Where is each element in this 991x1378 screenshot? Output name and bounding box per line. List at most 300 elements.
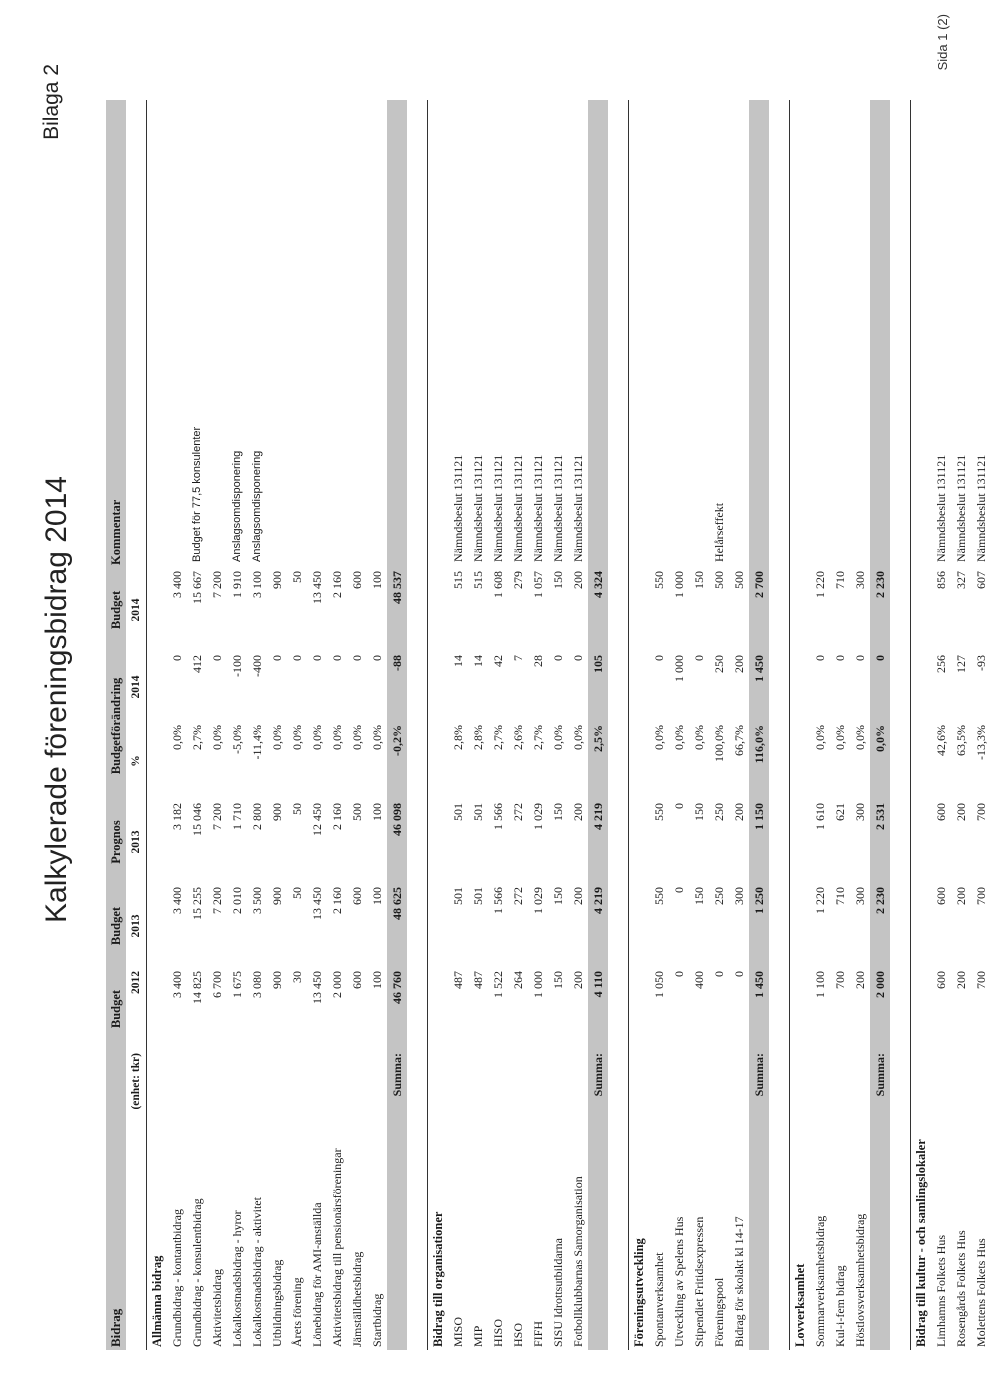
table-row (327, 100, 347, 1350)
table-row (488, 100, 508, 1350)
cell-b2013: 150 (550, 887, 565, 905)
sum-b2014: 2 700 (749, 568, 769, 652)
cell-b2014: 150 (691, 570, 706, 589)
sum-chg: -88 (387, 652, 407, 722)
row-label: Aktivitetsbidrag till pensionärsföreningar (329, 1148, 344, 1347)
cell-p2013: 1 610 (812, 803, 827, 830)
cell-b2014: 1 220 (812, 570, 827, 598)
row-comment (830, 100, 850, 568)
cell-pct: 0,0% (651, 725, 666, 750)
cell-pct: 0,0% (570, 725, 585, 750)
row-comment (729, 100, 749, 568)
row-comment (669, 100, 689, 568)
row-label: Sommarverksamhetsbidrag (812, 1215, 827, 1347)
cell-b2013: 250 (711, 887, 726, 905)
cell-b2012: 1 675 (229, 971, 244, 998)
row-comment: Nämndsbeslut 131121 (530, 454, 545, 562)
row-label: MIP (470, 1325, 485, 1347)
cell-pct: 100,0% (711, 725, 726, 762)
cell-chg: 0 (550, 654, 565, 661)
row-label: HISO (490, 1318, 505, 1347)
summary-row (387, 100, 407, 1350)
cell-b2012: 600 (933, 971, 948, 989)
cell-b2012: 264 (510, 971, 525, 989)
cell-b2013: 2 160 (329, 887, 344, 914)
cell-p2013: 2 160 (329, 803, 344, 830)
appendix-label: Bilaga 2 (40, 64, 63, 140)
row-comment: Nämndsbeslut 131121 (933, 454, 948, 562)
row-label: Utveckling av Spelens Hus (671, 1216, 686, 1347)
cell-b2014: 900 (269, 570, 284, 589)
cell-b2013: 0 (671, 887, 686, 893)
cell-chg: 200 (731, 654, 746, 673)
table-row (709, 100, 729, 1350)
row-comment (810, 100, 830, 568)
year-2012: 2012 (130, 971, 142, 994)
cell-b2014: 50 (289, 570, 304, 583)
page-number: Sida 1 (2) (935, 14, 950, 71)
cell-pct: 0,0% (369, 725, 384, 750)
sum-chg: 0 (870, 652, 890, 722)
cell-p2013: 2 800 (249, 803, 264, 830)
cell-b2014: 3 100 (249, 570, 264, 598)
cell-pct: 0,0% (671, 725, 686, 750)
table-row (951, 100, 971, 1350)
cell-b2014: 3 400 (169, 570, 184, 598)
cell-chg: 0 (169, 654, 184, 661)
cell-b2012: 1 100 (812, 971, 827, 998)
row-label: Molettens Folkets Hus (973, 1238, 988, 1347)
cell-b2012: 700 (832, 971, 847, 989)
row-label: Startbidrag (369, 1293, 384, 1347)
row-label: Höstlovsverksamhetsbidrag (852, 1213, 867, 1347)
cell-chg: 7 (510, 654, 525, 661)
table-row (649, 100, 669, 1350)
sum-b2012: 46 760 (387, 968, 407, 1050)
cell-b2014: 1 910 (229, 570, 244, 598)
sum-pct: 2,5% (588, 722, 608, 800)
section-title: Bidrag till kultur - och samlingslokaler (911, 100, 932, 1350)
cell-p2013: 1 710 (229, 803, 244, 830)
row-label: Grundbidrag - kontantbidrag (169, 1209, 184, 1347)
cell-chg: 14 (450, 654, 465, 667)
cell-p2013: 100 (369, 803, 384, 821)
percent-label: % (130, 755, 142, 767)
cell-p2013: 200 (731, 803, 746, 821)
table-row (468, 100, 488, 1350)
cell-b2012: 13 450 (309, 971, 324, 1004)
cell-b2014: 1 608 (490, 570, 505, 598)
cell-pct: 0,0% (309, 725, 324, 750)
cell-b2014: 2 160 (329, 570, 344, 598)
cell-b2014: 607 (973, 570, 988, 589)
cell-b2012: 1 522 (490, 971, 505, 998)
cell-pct: 0,0% (289, 725, 304, 750)
cell-b2013: 900 (269, 887, 284, 905)
cell-p2013: 501 (470, 803, 485, 821)
cell-b2012: 0 (711, 971, 726, 977)
row-label: Föreningspool (711, 1277, 726, 1347)
cell-pct: -13,3% (973, 725, 988, 760)
table-row (287, 100, 307, 1350)
cell-b2013: 1 029 (530, 887, 545, 914)
cell-p2013: 0 (671, 803, 686, 809)
spacer-row (769, 100, 790, 1350)
row-comment: Anslagsomdisponering (251, 450, 263, 562)
cell-b2014: 856 (933, 570, 948, 589)
row-comment (367, 100, 387, 568)
section-header (911, 100, 932, 1350)
table-row (347, 100, 367, 1350)
cell-b2013: 15 255 (189, 887, 204, 920)
row-label: Kul-i-fem bidrag (832, 1265, 847, 1347)
row-comment (207, 100, 227, 568)
row-comment (267, 100, 287, 568)
cell-p2013: 50 (289, 803, 304, 815)
cell-b2012: 150 (550, 971, 565, 989)
col-budget-2013: Budget (106, 884, 126, 968)
cell-b2014: 327 (953, 570, 968, 589)
row-label: Aktivitetsbidrag (209, 1269, 224, 1347)
table-row (227, 100, 247, 1350)
cell-b2014: 600 (349, 570, 364, 589)
table-row (247, 100, 267, 1350)
cell-b2012: 0 (731, 971, 746, 977)
cell-b2013: 550 (651, 887, 666, 905)
cell-b2014: 550 (651, 570, 666, 589)
row-label: Limhamns Folkets Hus (933, 1234, 948, 1347)
table-row (850, 100, 870, 1350)
header-row (106, 100, 126, 1350)
row-comment (287, 100, 307, 568)
cell-b2014: 150 (550, 570, 565, 589)
row-label: Rosengårds Folkets Hus (953, 1230, 968, 1347)
cell-b2013: 3 500 (249, 887, 264, 914)
sum-b2013: 2 230 (870, 884, 890, 968)
sum-b2014: 2 230 (870, 568, 890, 652)
cell-chg: 0 (691, 654, 706, 661)
table-row (971, 100, 991, 1350)
cell-pct: 2,8% (470, 725, 485, 750)
spacer-row (890, 100, 911, 1350)
cell-b2014: 200 (570, 570, 585, 589)
section-header (629, 100, 650, 1350)
cell-b2013: 501 (450, 887, 465, 905)
table-row (207, 100, 227, 1350)
cell-p2013: 600 (933, 803, 948, 821)
cell-p2013: 3 182 (169, 803, 184, 830)
cell-chg: 14 (470, 654, 485, 667)
cell-b2012: 3 400 (169, 971, 184, 998)
cell-chg: 0 (289, 654, 304, 661)
cell-b2013: 501 (470, 887, 485, 905)
cell-pct: 0,0% (269, 725, 284, 750)
sum-p2013: 1 150 (749, 800, 769, 884)
cell-chg: -400 (249, 654, 264, 677)
cell-b2012: 6 700 (209, 971, 224, 998)
budget-table (106, 100, 991, 1350)
cell-b2013: 600 (933, 887, 948, 905)
cell-pct: 0,0% (329, 725, 344, 750)
cell-b2012: 100 (369, 971, 384, 989)
cell-b2012: 487 (470, 971, 485, 989)
cell-chg: 256 (933, 654, 948, 673)
sum-chg: 105 (588, 652, 608, 722)
col-prognos: Prognos (106, 800, 126, 884)
table-row (167, 100, 187, 1350)
cell-pct: 42,6% (933, 725, 948, 756)
cell-b2013: 2 010 (229, 887, 244, 914)
col-budget-2012: Budget (106, 968, 126, 1050)
cell-chg: 0 (209, 654, 224, 661)
cell-b2014: 515 (450, 570, 465, 589)
summary-label: Summa: (588, 1050, 608, 1350)
summary-row (588, 100, 608, 1350)
row-comment: Nämndsbeslut 131121 (510, 454, 525, 562)
cell-b2014: 13 450 (309, 570, 324, 604)
table-row (830, 100, 850, 1350)
cell-pct: 0,0% (812, 725, 827, 750)
table-row (669, 100, 689, 1350)
row-label: SISU Idrottsutbildarna (550, 1238, 565, 1347)
row-comment: Helårseffekt (711, 502, 726, 562)
cell-pct: 2,7% (189, 725, 204, 750)
cell-b2012: 200 (953, 971, 968, 989)
cell-p2013: 300 (852, 803, 867, 821)
row-comment (327, 100, 347, 568)
cell-pct: 0,0% (691, 725, 706, 750)
col-bidrag: Bidrag (106, 1050, 126, 1350)
table-row (931, 100, 951, 1350)
col-kommentar: Kommentar (106, 100, 126, 568)
cell-b2014: 500 (731, 570, 746, 589)
cell-pct: 2,8% (450, 725, 465, 750)
row-label: FIFH (530, 1320, 545, 1347)
cell-chg: -93 (973, 654, 988, 671)
cell-pct: 2,7% (530, 725, 545, 750)
row-label: Lönebidrag för AMI-anställda (309, 1202, 324, 1347)
cell-chg: 0 (812, 654, 827, 661)
cell-chg: 0 (309, 654, 324, 661)
sum-p2013: 2 531 (870, 800, 890, 884)
row-label: Stipendiet Fritidsexpressen (691, 1216, 706, 1347)
cell-b2012: 200 (852, 971, 867, 989)
cell-pct: 0,0% (550, 725, 565, 750)
spacer-row (407, 100, 428, 1350)
row-label: Lokalkostnadsbidrag - aktivitet (249, 1197, 264, 1347)
sum-pct: -0,2% (387, 722, 407, 800)
table-body (147, 100, 991, 1350)
summary-row (749, 100, 769, 1350)
row-label: Jämställdhetsbidrag (349, 1251, 364, 1347)
summary-blank (749, 100, 769, 568)
cell-b2013: 700 (973, 887, 988, 905)
cell-p2013: 150 (691, 803, 706, 821)
cell-chg: 0 (349, 654, 364, 661)
row-comment: Nämndsbeslut 131121 (953, 454, 968, 562)
sum-b2012: 1 450 (749, 968, 769, 1050)
cell-b2013: 3 400 (169, 887, 184, 914)
row-label: HSO (510, 1322, 525, 1347)
cell-b2013: 150 (691, 887, 706, 905)
cell-pct: 2,6% (510, 725, 525, 750)
cell-pct: 0,0% (349, 725, 364, 750)
sum-b2012: 2 000 (870, 968, 890, 1050)
cell-b2012: 0 (671, 971, 686, 977)
sum-b2013: 48 625 (387, 884, 407, 968)
cell-b2013: 300 (852, 887, 867, 905)
cell-chg: 28 (530, 654, 545, 667)
year-2014-budget: 2014 (130, 598, 142, 622)
cell-chg: 412 (189, 654, 204, 673)
summary-blank (387, 100, 407, 568)
section-title: Föreningsutveckling (629, 100, 650, 1350)
cell-chg: 0 (651, 654, 666, 661)
cell-p2013: 12 450 (309, 803, 324, 836)
row-comment: Nämndsbeslut 131121 (570, 454, 585, 562)
cell-b2012: 14 825 (189, 971, 204, 1004)
row-label: Grundbidrag - konsulentbidrag (189, 1198, 204, 1347)
cell-chg: 42 (490, 654, 505, 667)
cell-pct: 0,0% (832, 725, 847, 750)
cell-chg: 0 (329, 654, 344, 661)
table-row (810, 100, 830, 1350)
cell-pct: 2,7% (490, 725, 505, 750)
sum-p2013: 4 219 (588, 800, 608, 884)
section-title: Allmänna bidrag (147, 100, 168, 1350)
cell-b2012: 900 (269, 971, 284, 989)
cell-b2012: 3 080 (249, 971, 264, 998)
table-row (508, 100, 528, 1350)
cell-p2013: 15 046 (189, 803, 204, 836)
table-row (448, 100, 468, 1350)
cell-b2013: 272 (510, 887, 525, 905)
cell-pct: 0,0% (852, 725, 867, 750)
row-comment: Nämndsbeslut 131121 (450, 454, 465, 562)
cell-pct: -11,4% (249, 725, 264, 760)
cell-b2013: 50 (289, 887, 304, 899)
cell-b2012: 30 (289, 971, 304, 983)
cell-chg: 0 (832, 654, 847, 661)
summary-blank (588, 100, 608, 568)
section-header (147, 100, 168, 1350)
cell-p2013: 700 (973, 803, 988, 821)
cell-b2014: 100 (369, 570, 384, 589)
cell-b2013: 600 (349, 887, 364, 905)
cell-b2013: 300 (731, 887, 746, 905)
section-header (428, 100, 449, 1350)
table-row (729, 100, 749, 1350)
cell-p2013: 550 (651, 803, 666, 821)
sum-b2014: 4 324 (588, 568, 608, 652)
cell-b2014: 500 (711, 570, 726, 589)
row-label: Fotbollklubbarnas Samorganisation (570, 1176, 585, 1347)
row-comment: Nämndsbeslut 131121 (973, 454, 988, 562)
cell-b2012: 487 (450, 971, 465, 989)
cell-chg: 0 (852, 654, 867, 661)
cell-p2013: 621 (832, 803, 847, 821)
cell-b2012: 200 (570, 971, 585, 989)
cell-p2013: 1 566 (490, 803, 505, 830)
table-row (568, 100, 588, 1350)
cell-p2013: 1 029 (530, 803, 545, 830)
row-label: MISO (450, 1316, 465, 1347)
sum-b2012: 4 110 (588, 968, 608, 1050)
year-2014-change: 2014 (130, 675, 142, 699)
row-comment (689, 100, 709, 568)
cell-b2013: 200 (953, 887, 968, 905)
cell-p2013: 200 (570, 803, 585, 821)
row-comment: Nämndsbeslut 131121 (470, 454, 485, 562)
cell-b2013: 100 (369, 887, 384, 905)
cell-p2013: 501 (450, 803, 465, 821)
summary-label: Summa: (387, 1050, 407, 1350)
table-row (548, 100, 568, 1350)
sum-b2013: 1 250 (749, 884, 769, 968)
subheader-row (126, 100, 147, 1350)
cell-p2013: 900 (269, 803, 284, 821)
cell-b2014: 7 200 (209, 570, 224, 598)
spacer-row (608, 100, 629, 1350)
cell-pct: 0,0% (169, 725, 184, 750)
table-row (307, 100, 327, 1350)
cell-p2013: 272 (510, 803, 525, 821)
cell-b2014: 279 (510, 570, 525, 589)
year-2013-prognos: 2013 (130, 830, 142, 854)
cell-chg: 127 (953, 654, 968, 673)
summary-blank (870, 100, 890, 568)
cell-chg: 1 000 (671, 654, 686, 682)
cell-chg: -100 (229, 654, 244, 677)
row-comment (850, 100, 870, 568)
table-row (187, 100, 207, 1350)
section-header (790, 100, 811, 1350)
cell-b2013: 710 (832, 887, 847, 905)
year-2013: 2013 (130, 914, 142, 938)
summary-row (870, 100, 890, 1350)
cell-b2014: 515 (470, 570, 485, 589)
page-title: Kalkylerade föreningsbidrag 2014 (40, 476, 73, 923)
cell-p2013: 7 200 (209, 803, 224, 830)
cell-b2012: 2 000 (329, 971, 344, 998)
row-comment: Nämndsbeslut 131121 (490, 454, 505, 562)
cell-pct: 0,0% (209, 725, 224, 750)
cell-pct: 63,5% (953, 725, 968, 756)
cell-b2013: 13 450 (309, 887, 324, 920)
cell-chg: 0 (570, 654, 585, 661)
cell-chg: 0 (369, 654, 384, 661)
row-comment (307, 100, 327, 568)
row-comment (649, 100, 669, 568)
sum-chg: 1 450 (749, 652, 769, 722)
summary-label: Summa: (870, 1050, 890, 1350)
cell-p2013: 200 (953, 803, 968, 821)
unit-label: (enhet: tkr) (130, 1053, 142, 1110)
cell-b2012: 400 (691, 971, 706, 989)
cell-b2013: 1 220 (812, 887, 827, 914)
section-title: Lovverksamhet (790, 100, 811, 1350)
row-label: Spontanverksamhet (651, 1252, 666, 1347)
cell-b2014: 1 057 (530, 570, 545, 598)
cell-b2014: 710 (832, 570, 847, 589)
table-row (367, 100, 387, 1350)
cell-b2012: 700 (973, 971, 988, 989)
cell-b2014: 300 (852, 570, 867, 589)
row-comment: Anslagsomdisponering (231, 450, 243, 562)
cell-chg: 0 (269, 654, 284, 661)
cell-b2012: 600 (349, 971, 364, 989)
cell-b2013: 200 (570, 887, 585, 905)
